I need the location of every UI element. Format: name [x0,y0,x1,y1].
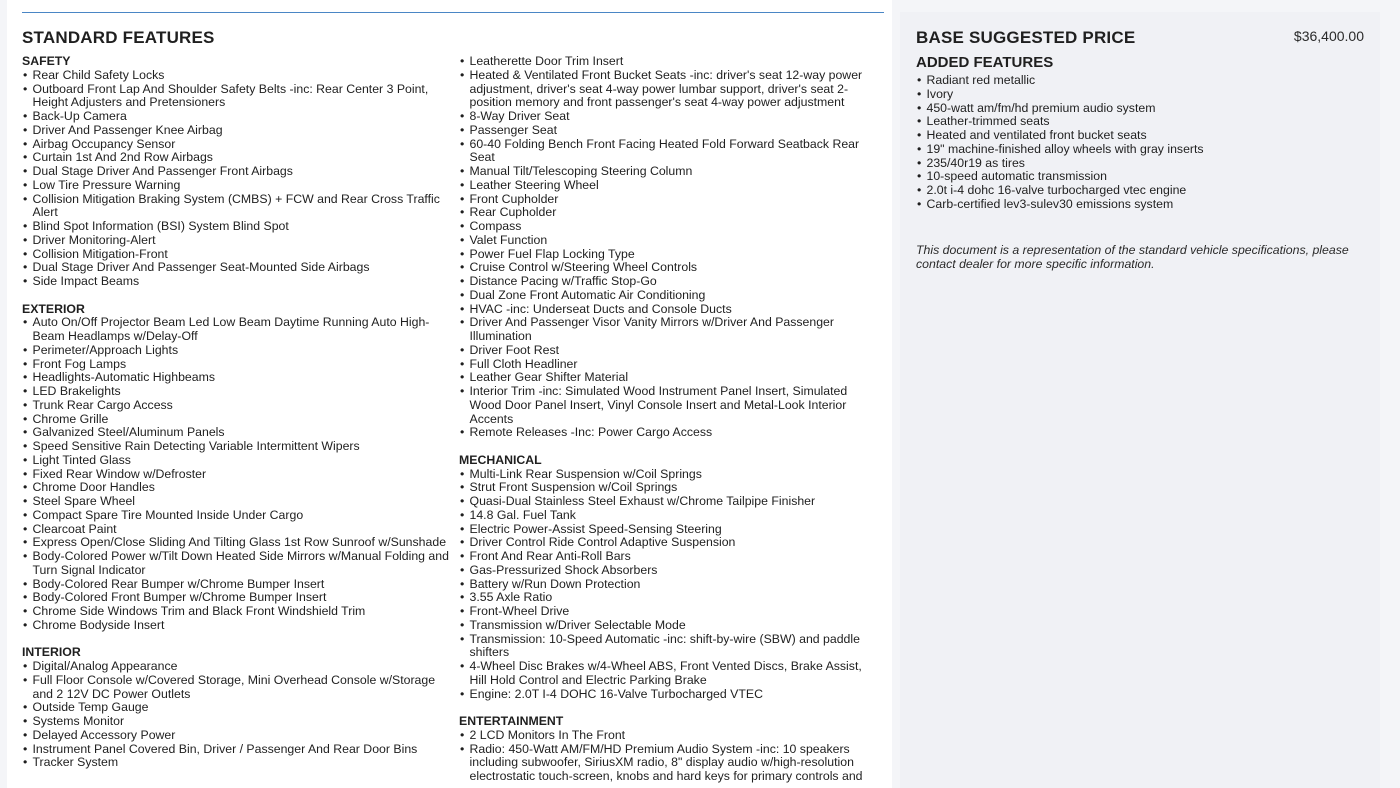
section-title: ENTERTAINMENT [459,714,564,728]
feature-list [22,69,452,289]
feature-item: • Quasi-Dual Stainless Steel Exhaust w/Chrome Tailpipe Finisher [459,495,874,509]
feature-item: • Manual Tilt/Telescoping Steering Column [459,165,874,179]
feature-item: • Driver Foot Rest [459,344,874,358]
feature-item: • Valet Function [459,234,874,248]
feature-item: • Side Impact Beams [22,275,452,289]
feature-item: • Driver And Passenger Knee Airbag [22,124,452,138]
feature-item: • Front Fog Lamps [22,358,452,372]
base-price-value: $36,400.00 [1293,28,1364,44]
feature-item: • 14.8 Gal. Fuel Tank [459,509,874,523]
feature-item: • Full Floor Console w/Covered Storage, Mini Overhead Console w/Storage and 2 12V DC Power Outlets [22,674,452,702]
feature-item: • Distance Pacing w/Traffic Stop-Go [459,275,874,289]
feature-item: • Strut Front Suspension w/Coil Springs [459,481,874,495]
feature-item: • LED Brakelights [22,385,452,399]
feature-item: • 4-Wheel Disc Brakes w/4-Wheel ABS, Front Vented Discs, Brake Assist, Hill Hold Control and Electric Parking Brake [459,660,874,688]
feature-item: • HVAC -inc: Underseat Ducts and Console Ducts [459,303,874,317]
feature-item: • Light Tinted Glass [22,454,452,468]
feature-item: • Auto On/Off Projector Beam Led Low Beam Daytime Running Auto High-Beam Headlamps w/Delay-Off [22,316,452,344]
feature-item: • Driver Control Ride Control Adaptive Suspension [459,536,874,550]
feature-item: • Power Fuel Flap Locking Type [459,248,874,262]
feature-item: • Radio: 450-Watt AM/FM/HD Premium Audio System -inc: 10 speakers including subwoofer, SiriusXM radio, 8" display audio w/high-resolution electrostatic touch-screen, knobs and hard keys for primary controls and [459,743,874,784]
feature-item: • Transmission: 10-Speed Automatic -inc: shift-by-wire (SBW) and paddle shifters [459,633,874,661]
feature-item: • Battery w/Run Down Protection [459,578,874,592]
feature-item: • Rear Child Safety Locks [22,69,452,83]
feature-item: • Cruise Control w/Steering Wheel Controls [459,261,874,275]
feature-item: • Driver Monitoring-Alert [22,234,452,248]
feature-item: • Chrome Side Windows Trim and Black Front Windshield Trim [22,605,452,619]
feature-item: • Passenger Seat [459,124,874,138]
added-feature-item: • 235/40r19 as tires [916,157,1356,171]
feature-list [22,660,452,770]
feature-item: • 3.55 Axle Ratio [459,591,874,605]
section-exterior [22,303,452,633]
feature-item: • Compact Spare Tire Mounted Inside Under Cargo [22,509,452,523]
added-feature-item: • Ivory [916,88,1356,102]
added-feature-item: • 19" machine-finished alloy wheels with gray inserts [916,143,1356,157]
added-feature-item: • 450-watt am/fm/hd premium audio system [916,102,1356,116]
feature-item: • Interior Trim -inc: Simulated Wood Instrument Panel Insert, Simulated Wood Door Panel Insert, Vinyl Console Insert and Metal-Look Interior Accents [459,385,874,426]
feature-item: • Delayed Accessory Power [22,729,452,743]
feature-item: • Systems Monitor [22,715,452,729]
feature-item: • Heated & Ventilated Front Bucket Seats -inc: driver's seat 12-way power adjustment, driver's seat 4-way power lumbar support, driver's seat 2-position memory and front passenger's seat 4-way power adjustment [459,69,874,110]
added-feature-item: • 2.0t i-4 dohc 16-valve turbocharged vtec engine [916,184,1356,198]
feature-item: • Chrome Grille [22,413,452,427]
feature-item: • Outboard Front Lap And Shoulder Safety Belts -inc: Rear Center 3 Point, Height Adjusters and Pretensioners [22,83,452,111]
feature-item: • Body-Colored Front Bumper w/Chrome Bumper Insert [22,591,452,605]
features-column-1 [22,55,452,784]
feature-item: • Dual Stage Driver And Passenger Front Airbags [22,165,452,179]
section-title: MECHANICAL [459,452,542,467]
feature-item: • Headlights-Automatic Highbeams [22,371,452,385]
feature-item: • Fixed Rear Window w/Defroster [22,468,452,482]
section-mechanical [459,454,874,702]
feature-item: • Express Open/Close Sliding And Tilting Glass 1st Row Sunroof w/Sunshade [22,536,452,550]
feature-item: • Blind Spot Information (BSI) System Blind Spot [22,220,452,234]
section-safety [22,55,452,289]
feature-item: • Speed Sensitive Rain Detecting Variable Intermittent Wipers [22,440,452,454]
feature-item: • 2 LCD Monitors In The Front [459,729,874,743]
feature-item: • Gas-Pressurized Shock Absorbers [459,564,874,578]
section-title: INTERIOR [22,645,81,660]
feature-item: • 8-Way Driver Seat [459,110,874,124]
feature-item: • Remote Releases -Inc: Power Cargo Access [459,426,874,440]
standard-features-panel [7,0,892,788]
feature-item: • Multi-Link Rear Suspension w/Coil Springs [459,468,874,482]
standard-features-title: STANDARD FEATURES [22,28,215,47]
feature-item: • Curtain 1st And 2nd Row Airbags [22,151,452,165]
feature-item: • Leather Steering Wheel [459,179,874,193]
feature-item: • Leather Gear Shifter Material [459,371,874,385]
disclaimer-text: This document is a representation of the standard vehicle specifications, please contact dealer for more specific information. [916,243,1349,271]
section-entertainment [459,715,874,784]
feature-item: • Driver And Passenger Visor Vanity Mirrors w/Driver And Passenger Illumination [459,316,874,344]
feature-item: • Back-Up Camera [22,110,452,124]
feature-item: • Front-Wheel Drive [459,605,874,619]
section-interior [22,646,452,770]
top-divider [22,12,884,13]
feature-item: • Low Tire Pressure Warning [22,179,452,193]
feature-item: • Full Cloth Headliner [459,358,874,372]
price-panel [900,12,1380,788]
feature-list [459,468,874,702]
added-feature-item: • Carb-certified lev3-sulev30 emissions system [916,198,1356,212]
feature-item: • Leatherette Door Trim Insert [459,55,874,69]
feature-item: • Outside Temp Gauge [22,701,452,715]
feature-item: • Chrome Bodyside Insert [22,619,452,633]
feature-item: • Digital/Analog Appearance [22,660,452,674]
feature-item: • Clearcoat Paint [22,523,452,537]
feature-item: • Front And Rear Anti-Roll Bars [459,550,874,564]
feature-list [459,729,874,784]
feature-item: • Tracker System [22,756,452,770]
feature-item: • Electric Power-Assist Speed-Sensing Steering [459,523,874,537]
feature-list [459,55,874,440]
feature-item: • Body-Colored Power w/Tilt Down Heated Side Mirrors w/Manual Folding and Turn Signal Indicator [22,550,452,578]
feature-item: • Airbag Occupancy Sensor [22,138,452,152]
base-price-title: BASE SUGGESTED PRICE [916,28,1136,47]
feature-item: • Engine: 2.0T I-4 DOHC 16-Valve Turbocharged VTEC [459,688,874,702]
feature-item: • Rear Cupholder [459,206,874,220]
features-column-2 [459,55,874,788]
feature-item: • Chrome Door Handles [22,481,452,495]
feature-item: • Perimeter/Approach Lights [22,344,452,358]
feature-item: • Dual Zone Front Automatic Air Conditioning [459,289,874,303]
added-feature-item: • 10-speed automatic transmission [916,170,1356,184]
section-continued [459,55,874,440]
feature-item: • Body-Colored Rear Bumper w/Chrome Bumper Insert [22,578,452,592]
feature-item: • Collision Mitigation-Front [22,248,452,262]
feature-item: • Compass [459,220,874,234]
feature-item: • Dual Stage Driver And Passenger Seat-Mounted Side Airbags [22,261,452,275]
section-title: SAFETY [22,54,71,68]
feature-item: • Trunk Rear Cargo Access [22,399,452,413]
feature-item: • Collision Mitigation Braking System (CMBS) + FCW and Rear Cross Traffic Alert [22,193,452,221]
feature-list [22,316,452,632]
feature-item: • Steel Spare Wheel [22,495,452,509]
added-features-list [916,74,1356,212]
feature-item: • Instrument Panel Covered Bin, Driver / Passenger And Rear Door Bins [22,743,452,757]
added-features-title: ADDED FEATURES [916,54,1054,71]
feature-item: • Galvanized Steel/Aluminum Panels [22,426,452,440]
added-feature-item: • Leather-trimmed seats [916,115,1356,129]
added-feature-item: • Radiant red metallic [916,74,1356,88]
feature-item: • Transmission w/Driver Selectable Mode [459,619,874,633]
feature-item: • 60-40 Folding Bench Front Facing Heated Fold Forward Seatback Rear Seat [459,138,874,166]
feature-item: • Front Cupholder [459,193,874,207]
added-feature-item: • Heated and ventilated front bucket seats [916,129,1356,143]
section-title: EXTERIOR [22,301,85,316]
